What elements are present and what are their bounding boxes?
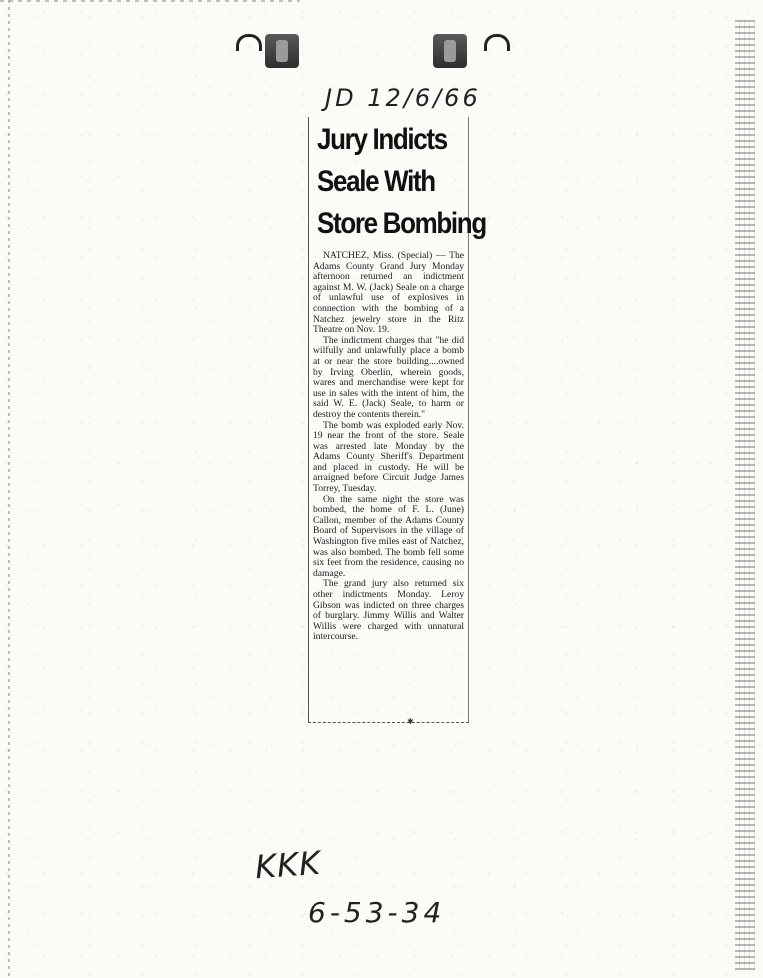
article-paragraph: The indictment charges that "he did wilfully and unlawfully place a bomb at or near the store building....owned by Irving Oberlin, wherein goods, wares and merchandise were kept for use in sales with the intent of him, the said W. E. (Jack) Seale, to harm or destroy the contents therein." (313, 334, 464, 420)
headline-line-2: Seale With (317, 165, 435, 198)
scan-edge-top (0, 0, 300, 2)
article-paragraph: The bomb was exploded early Nov. 19 near the front of the store. Seale was arrested late Monday by the Adams County Sheriff's Department and placed in custody. He will be arraigned before Circuit Judge James Torrey, Tuesday. (313, 419, 464, 495)
headline (317, 119, 486, 245)
scan-edge-left (8, 0, 10, 978)
binder-hook-left-icon (236, 34, 262, 51)
binder-clip-left-icon (265, 34, 299, 68)
newspaper-clipping (308, 117, 486, 726)
handwritten-date: JD 12/6/66 (325, 84, 481, 112)
handwritten-mark: KKK (253, 843, 323, 887)
handwritten-file-number: 6-53-34 (308, 896, 446, 929)
article-paragraph: On the same night the store was bombed, the home of F. L. (June) Callon, member of the Adams County Board of Supervisors in the village of Washington five miles east of Natchez, was also bombed. The bomb fell some six feet from the residence, causing no damage. (313, 493, 464, 579)
clipping-end-mark-icon: ✱ (407, 717, 414, 726)
article-paragraph: The grand jury also returned six other indictments Monday. Leroy Gibson was indicted on three charges of burglary. Jimmy Willis and Walter Willis were charged with unnatural intercourse. (313, 578, 464, 643)
binder-hook-right-icon (484, 34, 510, 51)
binder-clip-right-icon (433, 34, 467, 68)
headline-line-1: Jury Indicts (317, 123, 447, 156)
article-body (313, 251, 464, 643)
scan-edge-right (735, 20, 755, 970)
headline-line-3: Store Bombing (317, 207, 486, 240)
article-paragraph: NATCHEZ, Miss. (Special) — The Adams County Grand Jury Monday afternoon returned an indictment against M. W. (Jack) Seale on a charge of unlawful use of explosives in connection with the bombing of a Natchez jewelry store in the Ritz Theatre on Nov. 19. (313, 250, 464, 336)
